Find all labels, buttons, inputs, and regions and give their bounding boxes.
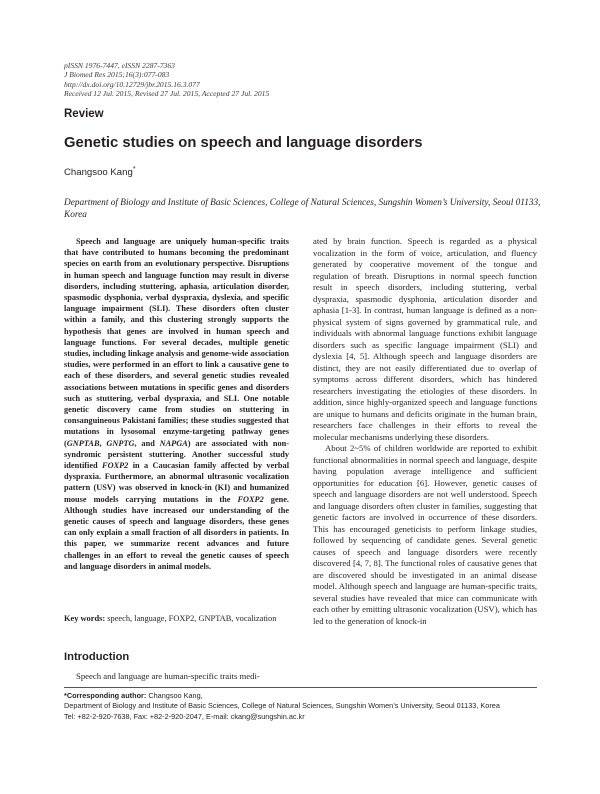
article-title: Genetic studies on speech and language disorders xyxy=(64,135,423,151)
abstract-text: Speech and language are uniquely human-specific traits that have contributed to humans becoming the predominant species on earth from an evolutionary perspective. Disruptions in human speech and language function may result in diverse disorders, including stuttering, aphasia, articulation disorder, spasmodic dysphonia, verbal dyspraxia, dyslexia, and specific language impairment (SLI). These disorders often cluster within a family, and this clustering strongly supports the hypothesis that genes are involved in human speech and language functions. For several decades, multiple genetic studies, including linkage analysis and genome-wide association studies, were performed in an effort to link a causative gene to each of these disorders, and several genetic studies revealed associations between mutations in specific genes and disorders such as stuttering, verbal dyspraxia, and SLI. One notable genetic discovery came from studies on stuttering in consanguineous Pakistani families; these studies suggested that mutations in lysosomal enzyme-targeting pathway genes (GNPTAB, GNPTG, and NAPGA) are associated with non-syndromic persistent stuttering. Another successful study identified FOXP2 in a Caucasian family affected by verbal dyspraxia. Furthermore, an abnormal ultrasonic vocalization pattern (USV) was observed in knock-in (KI) and humanized mouse models carrying mutations in the FOXP2 gene. Although studies have increased our understanding of the genetic causes of speech and language disorders, these genes can only explain a small fraction of all disorders in patients. In this paper, we summarize recent advances and future challenges in an effort to reveal the genetic causes of speech and language disorders in animal models. xyxy=(64,237,290,571)
received-dates: Received 12 Jul. 2015, Revised 27 Jul. 2015, Accepted 27 Jul. 2015 xyxy=(64,89,270,99)
body-paragraph-2: About 2~5% of children worldwide are reported to exhibit functional abnormalities in normal speech and language, despite having population average intelligence and sufficient opportunities for education [6]. However, genetic causes of speech and language disorders are not well understood. Speech and language disorders often cluster in families, suggesting that genetic factors are involved in occurrence of these disorders. This has encouraged geneticists to perform linkage studies, followed by sequencing of candidate genes. Several genetic causes of speech and language disorders were recently discovered [4, 7, 8]. The functional roles of causative genes that are discovered should be investigated in an animal disease model. Although speech and language are human-specific traits, several studies have revealed that mice can communicate with each other by emitting ultrasonic vocalization (USV), which has led to the generation of knock-in xyxy=(313,443,537,626)
keywords xyxy=(64,613,289,624)
footnote-divider xyxy=(64,687,537,688)
corresponding-address: Department of Biology and Institute of Basic Sciences, College of Natural Sciences, Sungshin Women’s University, Seoul 01133, Korea xyxy=(64,701,500,711)
gene-foxp2-2: FOXP2 xyxy=(237,494,264,504)
article-metadata xyxy=(64,61,269,99)
author-name: Changsoo Kang xyxy=(64,167,133,179)
gene-gnptab: GNPTAB xyxy=(66,438,100,448)
doi-link[interactable]: http://dx.doi.org/10.12729/jbr.2015.16.3.077 xyxy=(64,79,200,89)
corresponding-contact: Tel: +82-2-920-7638, Fax: +82-2-920-2047, E-mail: ckang@sungshin.ac.kr xyxy=(64,711,305,721)
footnote xyxy=(64,691,544,722)
right-column xyxy=(313,236,537,627)
corresponding-label: *Corresponding author: xyxy=(64,691,147,700)
article-type: Review xyxy=(64,108,104,120)
introduction-heading: Introduction xyxy=(64,651,130,663)
abstract xyxy=(64,236,289,572)
keywords-label: Key words: xyxy=(64,614,106,623)
corresponding-name: Changsoo Kang, xyxy=(146,691,203,700)
intro-paragraph: Speech and language are human-specific traits medi- xyxy=(76,671,260,681)
introduction-text xyxy=(64,671,289,683)
corresponding-mark: * xyxy=(132,166,136,173)
keywords-text: speech, language, FOXP2, GNPTAB, vocalization xyxy=(105,614,277,623)
author-line xyxy=(64,166,136,178)
issn-line: pISSN 1976-7447, eISSN 2287-7363 xyxy=(64,61,175,70)
affiliation: Department of Biology and Institute of Basic Sciences, College of Natural Sciences, Sungshin Women’s University, Seoul 01133, Korea xyxy=(64,198,541,220)
body-paragraph-1: ated by brain function. Speech is regarded as a physical vocalization in the form of voice, articulation, and fluency generated by cooperative movement of the tongue and regulation of breath. Disruptions in normal speech function result in speech disorders, including stuttering, verbal dyspraxia, spasmodic dysphonia, articulation disorder and aphasia [1-3]. In contrast, human language is defined as a non-physical system of signs governed by grammatical rule, and individuals with abnormal language functions exhibit language disorders such as specific language impairment (SLI) and dyslexia [4, 5]. Although speech and language disorders are distinct, they are not easily differentiated due to overlap of symptoms across different disorders, which has hindered researchers investigating the etiologies of these disorders. In addition, since highly-organized speech and language functions are unique to humans and deficits originate in the human brain, researchers face challenges in their efforts to reveal the molecular mechanisms underlying these disorders. xyxy=(313,236,537,442)
corresponding-author xyxy=(64,691,544,701)
journal-citation: J Biomed Res 2015;16(3):077-083 xyxy=(64,70,170,80)
gene-napga: NAPGA xyxy=(159,438,188,448)
gene-gnptg: GNPTG xyxy=(106,438,135,448)
gene-foxp2: FOXP2 xyxy=(102,461,129,471)
